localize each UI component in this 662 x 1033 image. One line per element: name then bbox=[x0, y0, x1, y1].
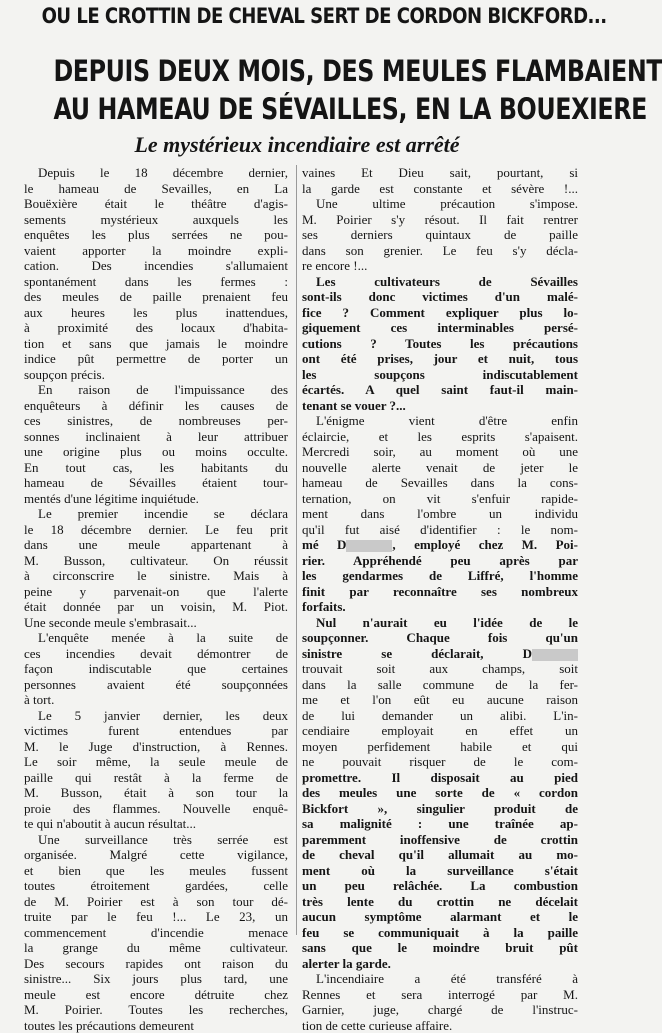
text-line-with-redaction bbox=[302, 646, 578, 662]
text-line: alerter la garde. bbox=[302, 956, 578, 972]
text-line: Depuis le 18 décembre dernier, bbox=[24, 165, 288, 181]
redaction-bar bbox=[532, 649, 578, 661]
text-line: En tout cas, les habitants du bbox=[24, 460, 288, 476]
text-line: aucun symptôme alarmant et le bbox=[302, 909, 578, 925]
text-line: écartés. A quel saint faut-il main- bbox=[302, 382, 578, 398]
text-line: M. Poirier s'y résout. Il fait rentrer bbox=[302, 212, 578, 228]
text-line: fice ? Comment expliquer plus lo- bbox=[302, 305, 578, 321]
text-line: proie des flammes. Nouvelle enquê- bbox=[24, 801, 288, 817]
redaction-bar bbox=[346, 540, 392, 552]
text-line: la garde est constante et sévère !... bbox=[302, 181, 578, 197]
text-line: M. Busson, cultivateur. On réussit bbox=[24, 553, 288, 569]
text-line: Des secours rapides ont raison du bbox=[24, 956, 288, 972]
text-line: Bouëxière était le théâtre d'agis- bbox=[24, 196, 288, 212]
text-line: L'énigme vient d'être enfin bbox=[302, 413, 578, 429]
text-line: un peu relâchée. La combustion bbox=[302, 878, 578, 894]
text-line: Une surveillance très serrée est bbox=[24, 832, 288, 848]
text-line: victimes furent entendues par bbox=[24, 723, 288, 739]
text-line: spontanément dans les fermes : bbox=[24, 274, 288, 290]
text-line: En raison de l'impuissance des bbox=[24, 382, 288, 398]
text-line: les soupçons indiscutablement bbox=[302, 367, 578, 383]
text-line: M. Poirier. Toutes les recherches, bbox=[24, 1002, 288, 1018]
text-line: giquement ces interminables persé- bbox=[302, 320, 578, 336]
text-line: promettre. Il disposait au pied bbox=[302, 770, 578, 786]
text-line: enquêteurs à définir les causes de bbox=[24, 398, 288, 414]
redacted-initial: D bbox=[523, 646, 532, 661]
text-line: peine y parvenait-on que l'alerte bbox=[24, 584, 288, 600]
text-line: une origine plus ou moins occulte. bbox=[24, 444, 288, 460]
text-line: ces incendies devait démontrer de bbox=[24, 646, 288, 662]
text-line: ment dans l'ombre un individu bbox=[302, 506, 578, 522]
text-line: moyen perfidement habile et qui bbox=[302, 739, 578, 755]
name-prefix: mé D bbox=[302, 537, 346, 552]
text-line: éclaircie, et les esprits s'apaisent. bbox=[302, 429, 578, 445]
text-line: sonnes inclinaient à leur attribuer bbox=[24, 429, 288, 445]
text-line: hameau de Sévailles étaient tour- bbox=[24, 475, 288, 491]
text-line: sinistre... Six jours plus tard, une bbox=[24, 971, 288, 987]
text-line: ternation, on vit s'enfuir rapide- bbox=[302, 491, 578, 507]
text-line: M. le Juge d'instruction, à Rennes. bbox=[24, 739, 288, 755]
text-line: re encore !... bbox=[302, 258, 578, 274]
text-line: ment où la surveillance s'était bbox=[302, 863, 578, 879]
text-line: des meules de paille prenaient feu bbox=[24, 289, 288, 305]
text-line: qu'il fut aisé d'identifier : le nom- bbox=[302, 522, 578, 538]
text-line: Le premier incendie se déclara bbox=[24, 506, 288, 522]
text-line: feu se communiquait à la paille bbox=[302, 925, 578, 941]
text-line: truite par le feu !... Le 23, un bbox=[24, 909, 288, 925]
text-line: paille qui restât à la ferme de bbox=[24, 770, 288, 786]
text-fragment: sinistre se déclarait, bbox=[302, 646, 523, 661]
text-line: façon indiscutable que certaines bbox=[24, 661, 288, 677]
text-line: à tort. bbox=[24, 692, 288, 708]
name-suffix: , employé chez M. Poi- bbox=[392, 537, 578, 552]
text-line: cendiaire employait en effet un bbox=[302, 723, 578, 739]
text-line: la grange du même cultivateur. bbox=[24, 940, 288, 956]
text-line: toutes étroitement gardées, celle bbox=[24, 878, 288, 894]
text-line: Nul n'aurait eu l'idée de le bbox=[302, 615, 578, 631]
left-column bbox=[24, 165, 288, 1033]
text-line: était donnée par un voisin, M. Piot. bbox=[24, 599, 288, 615]
text-line: mentés d'une légitime inquiétude. bbox=[24, 491, 288, 507]
text-line: très lente du crottin ne décelait bbox=[302, 894, 578, 910]
text-line: soupçon précis. bbox=[24, 367, 288, 383]
text-line: vaient apporter la moindre expli- bbox=[24, 243, 288, 259]
text-line: ne pouvait risquer de le com- bbox=[302, 754, 578, 770]
text-line: toutes les précautions demeurent bbox=[24, 1018, 288, 1033]
text-line: ont été prises, jour et nuit, tous bbox=[302, 351, 578, 367]
text-line: le hameau de Sevailles, en La bbox=[24, 181, 288, 197]
text-line: organisée. Malgré cette vigilance, bbox=[24, 847, 288, 863]
text-line: de lui demander un alibi. L'in- bbox=[302, 708, 578, 724]
text-line: commencement d'incendie menace bbox=[24, 925, 288, 941]
text-line: dans la salle commune de la fer- bbox=[302, 677, 578, 693]
text-line: Rennes et sera interrogé par M. bbox=[302, 987, 578, 1003]
right-column bbox=[302, 165, 578, 1033]
text-line: forfaits. bbox=[302, 599, 578, 615]
text-line: et bien que les meules fussent bbox=[24, 863, 288, 879]
text-line: enquêtes les plus serrées ne pou- bbox=[24, 227, 288, 243]
text-line: rier. Appréhendé peu après par bbox=[302, 553, 578, 569]
text-line: sements mystérieux auxquels les bbox=[24, 212, 288, 228]
text-line: à circonscrire le sinistre. Mais à bbox=[24, 568, 288, 584]
text-line: Le soir même, la seule meule de bbox=[24, 754, 288, 770]
text-line: de M. Poirier est à son tour dé- bbox=[24, 894, 288, 910]
text-line: les gendarmes de Liffré, l'homme bbox=[302, 568, 578, 584]
text-line: le 18 décembre dernier. Le feu prit bbox=[24, 522, 288, 538]
text-line: aux heures les plus inattendues, bbox=[24, 305, 288, 321]
text-line: Mercredi soir, au moment où une bbox=[302, 444, 578, 460]
text-line: sa malignité : une traînée ap- bbox=[302, 816, 578, 832]
text-line: sans que le moindre bruit pût bbox=[302, 940, 578, 956]
subtitle: Le mystérieux incendiaire est arrêté bbox=[0, 132, 594, 158]
text-line: Une ultime précaution s'impose. bbox=[302, 196, 578, 212]
text-line: nouvelle alerte venait de jeter le bbox=[302, 460, 578, 476]
text-line: personnes avaient été soupçonnées bbox=[24, 677, 288, 693]
text-line: L'incendiaire a été transféré à bbox=[302, 971, 578, 987]
main-headline-line-2: AU HAMEAU DE SÉVAILLES, EN LA BOUEXIERE bbox=[53, 92, 540, 126]
text-line: cutions ? Toutes les précautions bbox=[302, 336, 578, 352]
text-line-with-redaction bbox=[302, 537, 578, 553]
text-line: sont-ils donc victimes d'un malé- bbox=[302, 289, 578, 305]
text-line: de cheval qu'il allumait au mo- bbox=[302, 847, 578, 863]
text-line: vaines Et Dieu sait, pourtant, si bbox=[302, 165, 578, 181]
column-divider bbox=[296, 165, 297, 935]
text-line: L'enquête menée à la suite de bbox=[24, 630, 288, 646]
text-line: meule est encore détruite chez bbox=[24, 987, 288, 1003]
text-line: tion de cette curieuse affaire. bbox=[302, 1018, 578, 1033]
text-line: me et l'on eût eu aucune raison bbox=[302, 692, 578, 708]
text-line: te qui n'aboutit à aucun résultat... bbox=[24, 816, 288, 832]
text-line: indice pût permettre de porter un bbox=[24, 351, 288, 367]
text-line: Bickfort », singulier produit de bbox=[302, 801, 578, 817]
text-line: cation. Des incendies s'allumaient bbox=[24, 258, 288, 274]
main-headline-line-1: DEPUIS DEUX MOIS, DES MEULES FLAMBAIENT bbox=[53, 54, 540, 88]
text-line: dans son grenier. Le feu s'y décla- bbox=[302, 243, 578, 259]
text-line: Le 5 janvier dernier, les deux bbox=[24, 708, 288, 724]
text-line: soupçonner. Chaque fois qu'un bbox=[302, 630, 578, 646]
text-line: tion et sans que jamais le moindre bbox=[24, 336, 288, 352]
kicker-headline: OU LE CROTTIN DE CHEVAL SERT DE CORDON BICKFORD... bbox=[42, 4, 553, 28]
text-line: Les cultivateurs de Sévailles bbox=[302, 274, 578, 290]
text-line: paremment inoffensive de crottin bbox=[302, 832, 578, 848]
text-line: à proximité des locaux d'habita- bbox=[24, 320, 288, 336]
text-line: Une seconde meule s'embrasait... bbox=[24, 615, 288, 631]
text-line: tenant se vouer ?... bbox=[302, 398, 578, 414]
text-line: finit par reconnaître ses nombreux bbox=[302, 584, 578, 600]
text-line: hameau de Sevailles dans la cons- bbox=[302, 475, 578, 491]
text-line: dans une meule appartenant à bbox=[24, 537, 288, 553]
text-line: trouvait soit aux champs, soit bbox=[302, 661, 578, 677]
text-line: M. Busson, était à son tour la bbox=[24, 785, 288, 801]
text-line: Garnier, juge, chargé de l'instruc- bbox=[302, 1002, 578, 1018]
text-line: des meules une sorte de « cordon bbox=[302, 785, 578, 801]
text-line: ses derniers quintaux de paille bbox=[302, 227, 578, 243]
text-line: ces sinistres, de nombreuses per- bbox=[24, 413, 288, 429]
